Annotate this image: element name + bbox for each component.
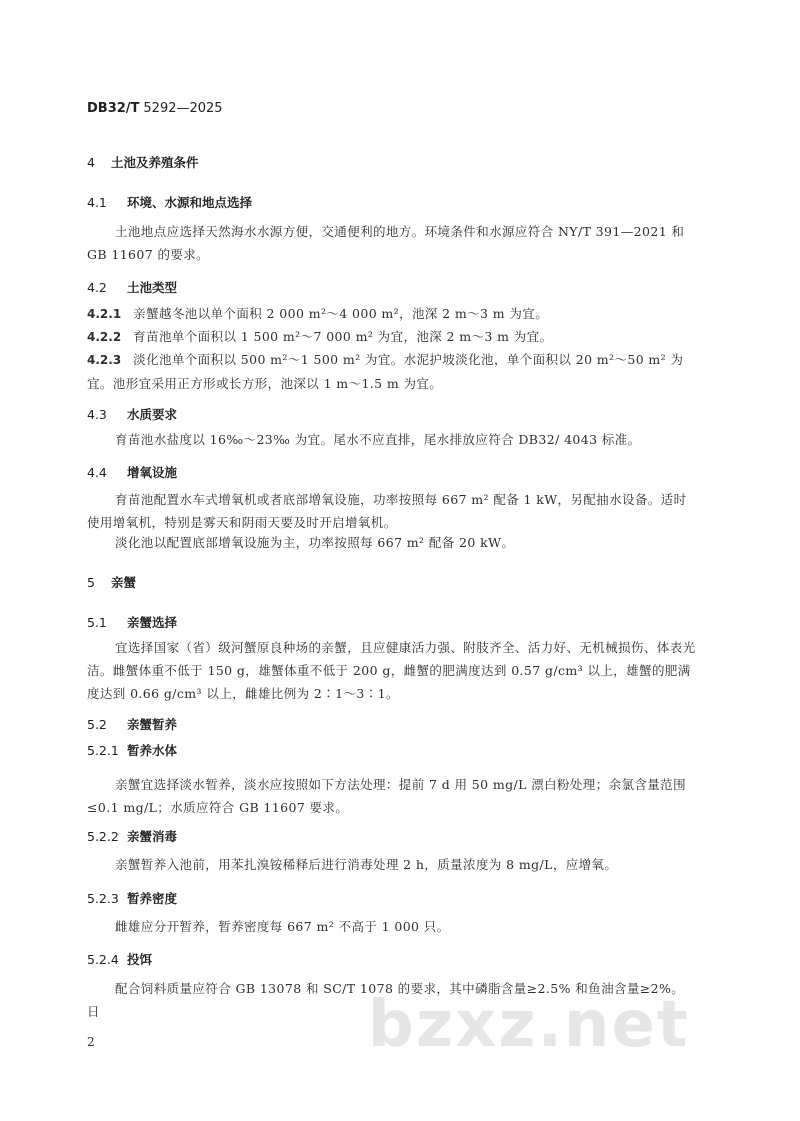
section-number: 5.2 [87,717,107,732]
page-number: 2 [87,1035,95,1049]
clause-4-2-3 [87,348,697,395]
section-5-2-2-heading [87,827,177,845]
section-5-2-2-body: 亲蟹暂养入池前，用苯扎溴铵稀释后进行消毒处理 2 h，质量浓度为 8 mg/L，应增氧。 [115,857,618,872]
section-number: 5.2.4 [87,952,119,967]
section-number: 4.2 [87,280,107,295]
section-title: 环境、水源和地点选择 [127,195,253,210]
section-title: 增氧设施 [127,465,178,480]
clause-text: 育苗池单个面积以 1 500 m²～7 000 m² 为宜，池深 2 m～3 m 为宜。 [133,329,553,344]
section-title: 土池及养殖条件 [111,155,199,170]
section-4-1-body: 土池地点应选择天然海水水源方便，交通便利的地方。环境条件和水源应符合 NY/T 391—2021 和 GB 11607 的要求。 [87,224,685,262]
section-4-1-heading [87,193,252,211]
section-number: 5 [87,575,95,590]
section-4-4-body-1: 育苗池配置水车式增氧机或者底部增氧设施，功率按照每 667 m² 配备 1 kW，另配抽水设备。适时使用增氧机，特别是雾天和阴雨天要及时开启增氧机。 [87,492,687,530]
standard-code-number: 5292—2025 [143,101,223,116]
section-number: 5.1 [87,615,107,630]
clause-number: 4.2.2 [87,330,122,344]
section-5-heading [87,573,136,591]
clause-4-2-2 [87,325,697,349]
section-title: 亲蟹选择 [127,615,178,630]
clause-text: 淡化池单个面积以 500 m²～1 500 m² 为宜。水泥护坡淡化池，单个面积以 20 m²～50 m² 为宜。池形宜采用正方形或长方形，池深以 1 m～1.5 m 为宜。 [87,352,684,391]
section-5-2-3-body: 雌雄应分开暂养，暂养密度每 667 m² 不高于 1 000 只。 [115,919,450,934]
section-4-heading [87,153,199,171]
section-title: 暂养密度 [127,891,178,906]
section-title: 土池类型 [127,280,178,295]
clause-number: 4.2.3 [87,353,122,367]
section-5-2-heading [87,715,177,733]
section-number: 4.1 [87,195,107,210]
section-5-2-1-heading [87,741,177,759]
section-title: 投饵 [127,952,153,967]
section-number: 5.2.2 [87,829,119,844]
section-4-2-heading [87,278,177,296]
section-number: 5.2.1 [87,743,119,758]
section-title: 亲蟹 [111,575,137,590]
clause-number: 4.2.1 [87,307,122,321]
section-4-4-body-2: 淡化池以配置底部增氧设施为主，功率按照每 667 m² 配备 20 kW。 [115,535,515,550]
section-number: 5.2.3 [87,891,119,906]
section-5-1-body: 宜选择国家（省）级河蟹原良种场的亲蟹，且应健康活力强、附肢齐全、活力好、无机械损伤、体表光洁。雌蟹体重不低于 150 g，雄蟹体重不低于 200 g，雌蟹的肥满度达到 0.57 g/cm³ 以上，雄蟹的肥满度达到 0.66 g/cm³ 以上，雌雄比例为 2∶1～3∶1。 [87,640,696,701]
clause-4-2-1 [87,302,697,326]
section-5-2-3-heading [87,889,177,907]
section-5-2-1-body: 亲蟹宜选择淡水暂养，淡水应按照如下方法处理：提前 7 d 用 50 mg/L 漂白粉处理；余氯含量范围≤0.1 mg/L；水质应符合 GB 11607 要求。 [87,777,686,815]
standard-code-prefix: DB32/T [87,101,140,116]
section-title: 亲蟹消毒 [127,829,178,844]
section-number: 4 [87,155,95,170]
section-4-4-heading [87,463,177,481]
section-title: 亲蟹暂养 [127,717,178,732]
clause-text: 亲蟹越冬池以单个面积 2 000 m²～4 000 m²，池深 2 m～3 m 为宜。 [133,306,549,321]
section-5-2-4-body: 配合饲料质量应符合 GB 13078 和 SC/T 1078 的要求，其中磷脂含量≥2.5% 和鱼油含量≥2%。日 [87,981,685,1019]
section-4-3-heading [87,405,177,423]
section-number: 4.3 [87,407,107,422]
standard-code-header [87,101,223,116]
section-number: 4.4 [87,465,107,480]
section-5-2-4-heading [87,950,152,968]
section-title: 水质要求 [127,407,178,422]
section-title: 暂养水体 [127,743,178,758]
section-4-3-body: 育苗池水盐度以 16‰～23‰ 为宜。尾水不应直排，尾水排放应符合 DB32/ 4043 标准。 [115,432,641,447]
section-5-1-heading [87,613,177,631]
watermark: bzxz.net [368,988,690,1062]
